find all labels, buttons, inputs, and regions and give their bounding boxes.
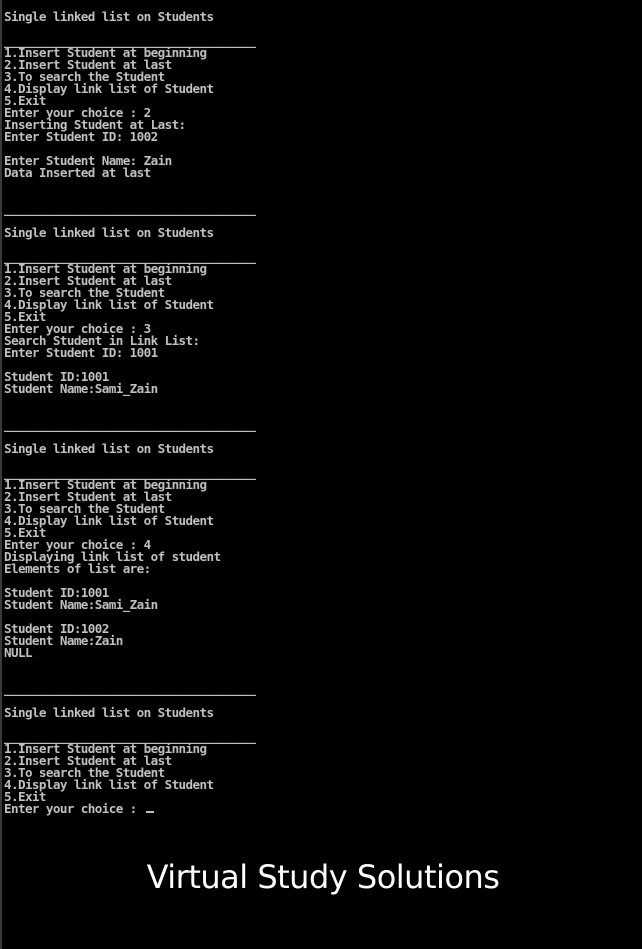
console-line: Enter your choice : 3	[4, 321, 151, 336]
console-line: Single linked list on Students	[4, 441, 214, 456]
console-line: Enter Student Name: Zain	[4, 153, 172, 168]
console-line: Single linked list on Students	[4, 705, 214, 720]
console-line: 3.To search the Student	[4, 765, 165, 780]
console-line	[4, 395, 255, 407]
console-line: 2.Insert Student at last	[4, 57, 172, 72]
console-line: Student ID:1002	[4, 621, 109, 636]
console-line: ____________________________________	[4, 465, 256, 480]
console-line: Student Name:Zain	[4, 633, 123, 648]
console-line: Single linked list on Students	[4, 225, 214, 240]
console-line: 5.Exit	[4, 93, 46, 108]
console-line: 1.Insert Student at beginning	[4, 45, 207, 60]
console-line: Displaying link list of student	[4, 549, 221, 564]
console-line: 3.To search the Student	[4, 501, 165, 516]
console-line: Enter Student ID: 1001	[4, 345, 158, 360]
console-line: 1.Insert Student at beginning	[4, 477, 207, 492]
console-line: 2.Insert Student at last	[4, 753, 172, 768]
console-line: Student ID:1001	[4, 369, 109, 384]
console-line: Inserting Student at Last:	[4, 117, 186, 132]
console-line: 2.Insert Student at last	[4, 489, 172, 504]
console-line: ____________________________________	[4, 681, 256, 696]
console-line: NULL	[4, 645, 32, 660]
console-line: ____________________________________	[4, 33, 256, 48]
console-line: Elements of list are:	[4, 561, 151, 576]
watermark-text: Virtual Study Solutions	[146, 858, 500, 896]
console-line: 5.Exit	[4, 789, 46, 804]
console-line: ____________________________________	[4, 417, 256, 432]
console-line: Student Name:Sami_Zain	[4, 597, 158, 612]
console-output	[4, 11, 255, 815]
console-line: Enter your choice : 2	[4, 105, 151, 120]
console-line: 4.Display link list of Student	[4, 81, 214, 96]
text-cursor	[146, 811, 154, 813]
console-line: 2.Insert Student at last	[4, 273, 172, 288]
console-line	[4, 179, 255, 191]
console-line: Search Student in Link List:	[4, 333, 200, 348]
console-line: ____________________________________	[4, 249, 256, 264]
console-line: 3.To search the Student	[4, 285, 165, 300]
console-line: ____________________________________	[4, 201, 256, 216]
console-line: Enter your choice : 4	[4, 537, 151, 552]
console-line: Single linked list on Students	[4, 9, 214, 24]
console-line: 3.To search the Student	[4, 69, 165, 84]
console-line: Data Inserted at last	[4, 165, 151, 180]
console-line: Enter Student ID: 1002	[4, 129, 158, 144]
console-line: ____________________________________	[4, 729, 256, 744]
console-line: 1.Insert Student at beginning	[4, 741, 207, 756]
console-prompt-line[interactable]	[4, 803, 255, 815]
console-line: Student Name:Sami_Zain	[4, 381, 158, 396]
console-line: 5.Exit	[4, 525, 46, 540]
console-line	[4, 659, 255, 671]
console-line: 4.Display link list of Student	[4, 297, 214, 312]
console-line: 5.Exit	[4, 309, 46, 324]
console-line: 1.Insert Student at beginning	[4, 261, 207, 276]
console-prompt: Enter your choice :	[4, 801, 144, 816]
console-line: Student ID:1001	[4, 585, 109, 600]
console-line: 4.Display link list of Student	[4, 513, 214, 528]
console-line: 4.Display link list of Student	[4, 777, 214, 792]
